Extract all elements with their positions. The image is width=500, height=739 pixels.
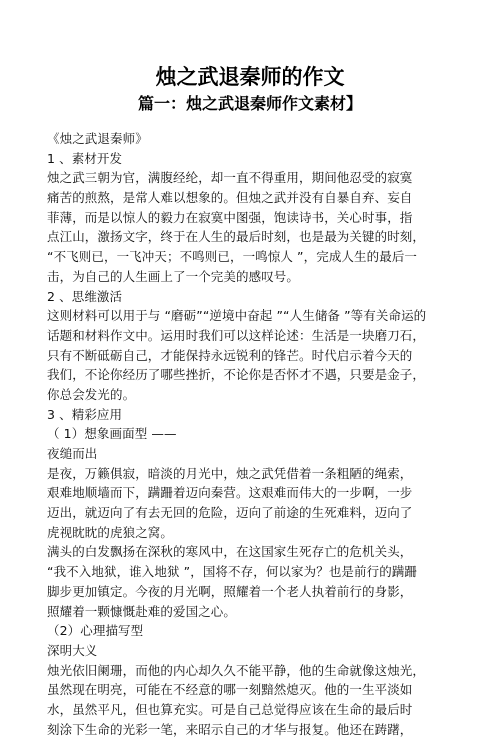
- text-line: 只有不断砥砺自己，才能保持永远锐利的锋芒。时代启示着今天的: [47, 347, 413, 363]
- text-line: （2）心理描写型: [47, 623, 144, 639]
- text-line: 1 、素材开发: [47, 150, 123, 166]
- text-line: 满头的白发飘扬在深秋的寒风中，在这国家生死存亡的危机关头，: [47, 544, 413, 560]
- text-line: 点江山，激扬文字，终于在人生的最后时刻，也是最为关键的时刻，: [47, 229, 426, 245]
- document-subtitle: 篇一：烛之武退秦师作文素材】: [137, 94, 362, 113]
- text-line: 艰难地顺墙而下，蹒跚着迈向秦营。这艰难而伟大的一步啊，一步: [47, 485, 413, 501]
- text-line: 这则材料可以用于与 “磨砺”“逆境中奋起 ”“人生储备 ”等有关命运的: [47, 308, 427, 324]
- text-line: “我不入地狱，谁入地狱 ”，国将不存，何以家为？也是前行的蹒跚: [47, 564, 418, 580]
- document-body: [47, 129, 467, 739]
- text-line: （ 1）想象画面型 ——: [47, 426, 177, 442]
- text-line: 话题和材料作文中。运用时我们可以这样论述：生活是一块磨刀石，: [47, 327, 426, 343]
- text-line: “不飞则已，一飞冲天；不鸣则已，一鸣惊人 ”，完成人生的最后一: [47, 249, 418, 265]
- document-title: 烛之武退秦师的作文: [155, 65, 345, 89]
- text-line: 迈出，就迈向了有去无回的危险，迈向了前途的生死难料，迈向了: [47, 505, 413, 521]
- text-line: 脚步更加镇定。今夜的月光啊，照耀着一个老人执着前行的身影，: [47, 583, 413, 599]
- text-line: 夜缒而出: [47, 446, 98, 461]
- text-line: 痛苦的煎熬，是常人难以想象的。但烛之武并没有自暴自弃、妄自: [47, 190, 413, 206]
- text-line: 水，虽然平凡，但也算充实。可是自己总觉得应该在生命的最后时: [47, 701, 413, 717]
- text-line: 是夜，万籁俱寂，暗淡的月光中，烛之武凭借着一条粗陋的绳索，: [47, 465, 413, 481]
- text-line: 我们，不论你经历了哪些挫折，不论你是否怀才不遇，只要是金子，: [47, 367, 426, 383]
- text-line: 菲薄，而是以惊人的毅力在寂寞中图强，饱读诗书，关心时事，指: [47, 209, 413, 225]
- text-line: 你总会发光的。: [47, 386, 136, 402]
- text-line: 烛光依旧阑珊，而他的内心却久久不能平静，他的生命就像这烛光，: [47, 662, 426, 678]
- text-line: 虽然现在明亮，可能在不经意的哪一刻黯然熄灭。他的一生平淡如: [47, 682, 413, 698]
- text-line: 《烛之武退秦师》: [47, 131, 148, 146]
- text-line: 烛之武三朝为官，满腹经纶，却一直不得重用，期间他忍受的寂寞: [47, 170, 413, 186]
- text-line: 2 、思维激活: [47, 288, 123, 304]
- text-line: 虎视眈眈的虎狼之窝。: [47, 524, 174, 540]
- text-line: 击，为自己的人生画上了一个完美的感叹号。: [47, 268, 300, 284]
- text-line: 3 、精彩应用: [47, 406, 123, 422]
- text-line: 刻涂下生命的光彩一笔，来昭示自己的才华与报复。他还在踌躇，: [47, 721, 413, 737]
- text-line: 深明大义: [47, 642, 98, 658]
- text-line: 照耀着一颗慷慨赴难的爱国之心。: [47, 603, 237, 619]
